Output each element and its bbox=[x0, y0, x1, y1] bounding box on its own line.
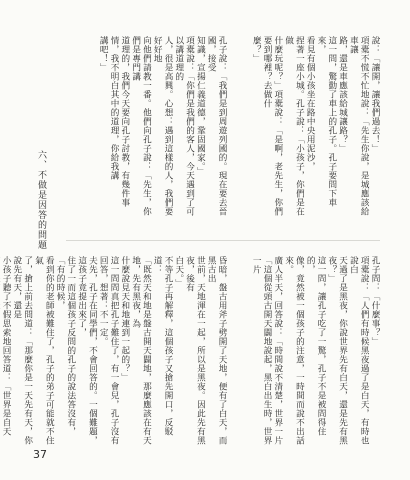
text-block-bottom-right: 孔子問：「什麼事？」 項橐說：「人們有時候黑夜過了是白天，有時也說白 天過了是黑夜，你說世界先有白天，還是先有黑夜？」 這一問，讓孔子吃了一驚，孔子不是被問得住的， 像，竟然被一個孩子的注意，一時間而說不出話來。 廣人半天，回答說：「時間說不清楚，世界一片 「這個從頭古開天闢地說起，黑白出生時，世界一片 bbox=[251, 256, 380, 445]
text-block-top-left: 孔子說：「我們是到周遊列國的。現在要去晉國，接受 知識，宣揚仁義道德，鞏固國家。」 項橐說：「你們是我們的客人，今天遇到了可以講道理的 人，很是高興。心想：遇到這樣的人，我們要好好地 向他們請教一番。他們向孔子說：「先生，你們是專門講 道理的，我們今天要向孔子討教，有幾件事情，我不明白其中的道理，你給我講 講吧！」 bbox=[98, 36, 227, 216]
text-block-bottom-left: 昏暗，盤古用斧子劈開了天地，便有了白天，而黑古出 世前，天地渾在一起，所以是黑夜。因此先有黑夜，後有 白天。」 不等孔子再解釋，這個孩子又搶先開口，反駁道： 「既然天和地是盤古開天闢地，那麼應該在有天地，先有黑夜，為 什麼說見天和地連到一起的？」 這一問問真把孔子難住了，有一會兒，孔子沒有回答，想著：不一定。 夫先，孔子在同學們，不會回答的。一個難題，這孩子竟提出來了， 住了一而這個孩子反問的孔子的說法答沒有，「有的時候， 看到你的老師被難住了，孔子的弟子可能就不住氣 了，搶上前去問道：「那麼你是一天先有天，你說先有天，還是 小孩子聽了不假思索地回答道：「世界是自天 bbox=[1, 256, 227, 445]
text-block-top-right: 說：「讓開，讓我們過去！」 項橐不慌不忙地說：「先生你說，是城應該給車讓 路，還是車應該給城讓路？」 這一問，驚動了車上的孔子。孔子要問下車來， 看見有個小孩坐在路中央用泥沙， 捏著一座小城。孔子說：「小孩子，你們是在做 什麼玩呢？」項橐說：「是啊，老先生，你們要到哪裡？去做什 麼？」 bbox=[251, 36, 380, 216]
page-number: 37 bbox=[33, 448, 47, 461]
running-head: 六、不做是因答的問題 bbox=[36, 150, 46, 250]
section-divider bbox=[66, 240, 380, 241]
